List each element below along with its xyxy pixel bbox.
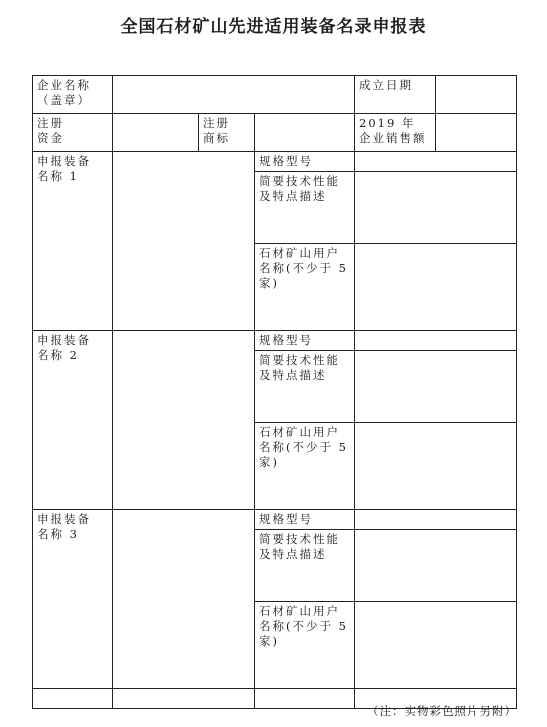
footer-blank-cell-1 bbox=[33, 689, 113, 709]
capital-label-cell bbox=[33, 114, 113, 152]
equipment-3-model-field[interactable] bbox=[355, 510, 517, 530]
equipment-2-users-label-line3: 家) bbox=[259, 455, 279, 469]
equipment-2-desc-field[interactable] bbox=[355, 351, 517, 423]
trademark-field[interactable] bbox=[255, 114, 355, 152]
equipment-3-users-label-cell bbox=[255, 602, 355, 689]
equipment-1-name-label-line1: 申报装备 bbox=[37, 154, 91, 168]
equipment-3-name-label-cell bbox=[33, 510, 113, 689]
equipment-3-desc-label-line2: 及特点描述 bbox=[259, 547, 327, 561]
equipment-2-name-label-cell bbox=[33, 331, 113, 510]
capital-row bbox=[33, 114, 517, 152]
equipment-3-model-label: 规格型号 bbox=[255, 510, 355, 530]
equipment-1-name-label-line2: 名称 1 bbox=[37, 169, 79, 183]
capital-field[interactable] bbox=[113, 114, 199, 152]
sales-label-line2: 企业销售额 bbox=[359, 131, 427, 145]
company-name-label-cell bbox=[33, 76, 113, 114]
equipment-1-desc-label-cell bbox=[255, 172, 355, 244]
equipment-3-model-row bbox=[33, 510, 517, 530]
capital-label-line1: 注册 bbox=[37, 116, 64, 130]
equipment-1-model-row bbox=[33, 152, 517, 172]
equipment-2-desc-label-line2: 及特点描述 bbox=[259, 368, 327, 382]
equipment-2-desc-label-line1: 简要技术性能 bbox=[259, 353, 340, 367]
equipment-3-name-label-line2: 名称 3 bbox=[37, 527, 79, 541]
equipment-1-model-field[interactable] bbox=[355, 152, 517, 172]
equipment-3-name-field[interactable] bbox=[113, 510, 255, 689]
equipment-1-model-label: 规格型号 bbox=[255, 152, 355, 172]
equipment-1-users-field[interactable] bbox=[355, 244, 517, 331]
equipment-2-users-label-cell bbox=[255, 423, 355, 510]
equipment-1-users-label-line3: 家) bbox=[259, 276, 279, 290]
equipment-2-name-label-line2: 名称 2 bbox=[37, 348, 79, 362]
application-form-table bbox=[32, 75, 517, 709]
capital-label-line2: 资金 bbox=[37, 131, 64, 145]
footer-blank-cell-3 bbox=[255, 689, 355, 709]
equipment-3-users-label-line3: 家) bbox=[259, 634, 279, 648]
equipment-1-desc-label-line1: 简要技术性能 bbox=[259, 174, 340, 188]
equipment-3-desc-field[interactable] bbox=[355, 530, 517, 602]
trademark-label-line1: 注册 bbox=[203, 116, 230, 130]
equipment-1-users-label-line2: 名称(不少于 5 bbox=[259, 261, 348, 275]
equipment-1-users-label-line1: 石材矿山用户 bbox=[259, 246, 340, 260]
trademark-label-cell bbox=[199, 114, 255, 152]
trademark-label-line2: 商标 bbox=[203, 131, 230, 145]
founded-date-field[interactable] bbox=[436, 76, 517, 114]
equipment-1-desc-label-line2: 及特点描述 bbox=[259, 189, 327, 203]
equipment-1-users-label-cell bbox=[255, 244, 355, 331]
company-name-row bbox=[33, 76, 517, 114]
founded-date-label: 成立日期 bbox=[355, 76, 436, 114]
sales-label-cell bbox=[355, 114, 436, 152]
equipment-3-users-label-line1: 石材矿山用户 bbox=[259, 604, 340, 618]
equipment-2-desc-label-cell bbox=[255, 351, 355, 423]
equipment-2-model-field[interactable] bbox=[355, 331, 517, 351]
equipment-2-users-field[interactable] bbox=[355, 423, 517, 510]
photo-note: （注：实物彩色照片另附） bbox=[367, 704, 517, 718]
equipment-3-users-field[interactable] bbox=[355, 602, 517, 689]
equipment-2-name-field[interactable] bbox=[113, 331, 255, 510]
equipment-3-desc-label-cell bbox=[255, 530, 355, 602]
equipment-1-name-field[interactable] bbox=[113, 152, 255, 331]
sales-label-line1: 2019 年 bbox=[359, 116, 416, 130]
footer-blank-cell-2[interactable] bbox=[113, 689, 255, 709]
equipment-3-users-label-line2: 名称(不少于 5 bbox=[259, 619, 348, 633]
equipment-3-desc-label-line1: 简要技术性能 bbox=[259, 532, 340, 546]
company-name-label: 企业名称 bbox=[37, 78, 91, 92]
company-name-field[interactable] bbox=[113, 76, 355, 114]
equipment-1-name-label-cell bbox=[33, 152, 113, 331]
equipment-3-name-label-line1: 申报装备 bbox=[37, 512, 91, 526]
company-seal-label: （盖章） bbox=[37, 93, 91, 107]
equipment-2-model-label: 规格型号 bbox=[255, 331, 355, 351]
sales-field[interactable] bbox=[436, 114, 517, 152]
equipment-2-model-row bbox=[33, 331, 517, 351]
form-title: 全国石材矿山先进适用装备名录申报表 bbox=[120, 17, 427, 37]
equipment-2-users-label-line2: 名称(不少于 5 bbox=[259, 440, 348, 454]
equipment-1-desc-field[interactable] bbox=[355, 172, 517, 244]
equipment-2-name-label-line1: 申报装备 bbox=[37, 333, 91, 347]
equipment-2-users-label-line1: 石材矿山用户 bbox=[259, 425, 340, 439]
